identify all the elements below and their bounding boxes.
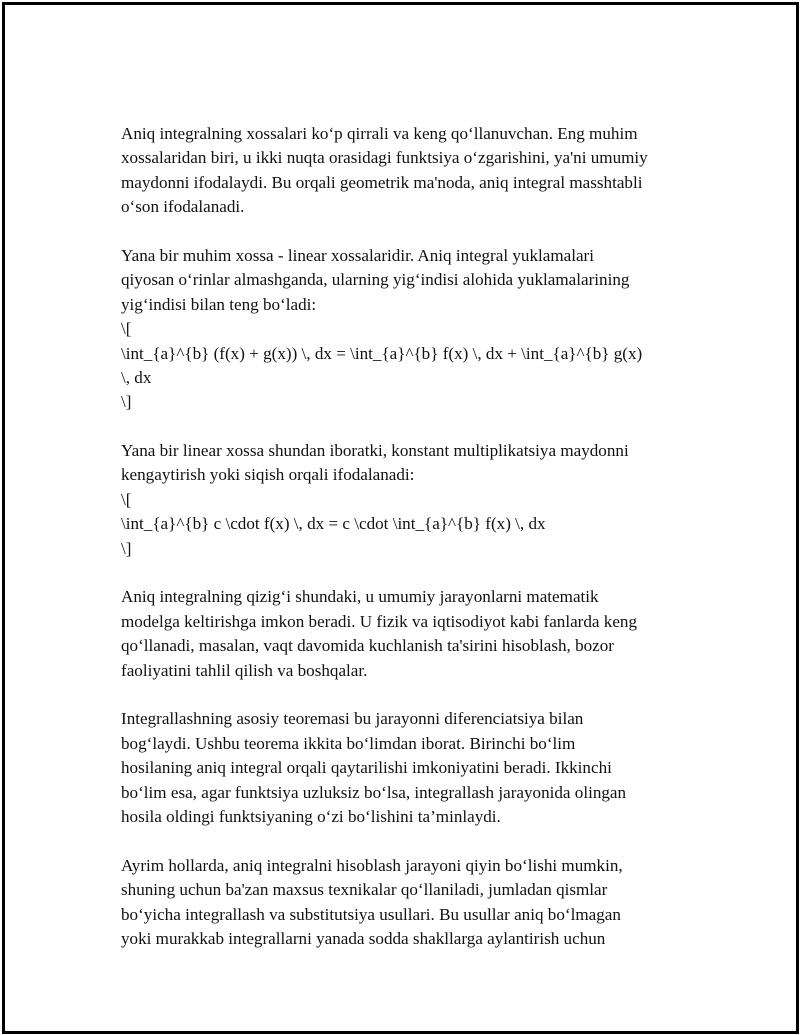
formula-line: \[ xyxy=(121,489,132,509)
formula-line: \[ xyxy=(121,319,132,339)
text-line: yigʻindisi bilan teng boʻladi: xyxy=(121,294,317,314)
text-line: Aniq integralning qizigʻi shundaki, u umumiy jarayonlarni matematik xyxy=(121,587,599,607)
formula-line: \, dx xyxy=(121,367,152,387)
paragraph-gap xyxy=(121,829,711,853)
paragraph-5 xyxy=(121,707,711,829)
paragraph-6 xyxy=(121,854,711,952)
paragraph-gap xyxy=(121,220,711,244)
page-frame xyxy=(2,2,799,1034)
paragraph-3 xyxy=(121,439,711,561)
formula-line: \int_{a}^{b} c \cdot f(x) \, dx = c \cdot \int_{a}^{b} f(x) \, dx xyxy=(121,514,546,534)
text-line: Aniq integralning xossalari koʻp qirrali va keng qoʻllanuvchan. Eng muhim xyxy=(121,124,638,143)
paragraph-gap xyxy=(121,415,711,439)
text-line: qiyosan oʻrinlar almashganda, ularning yigʻindisi alohida yuklamalarining xyxy=(121,270,630,290)
text-line: hosilaning aniq integral orqali qaytarilishi imkoniyatini beradi. Ikkinchi xyxy=(121,758,612,778)
text-line: shuning uchun ba'zan maxsus texnikalar qoʻllaniladi, jumladan qismlar xyxy=(121,880,608,900)
text-line: Ayrim hollarda, aniq integralni hisoblash jarayoni qiyin boʻlishi mumkin, xyxy=(121,855,623,875)
formula-line: \int_{a}^{b} (f(x) + g(x)) \, dx = \int_{a}^{b} f(x) \, dx + \int_{a}^{b} g(x) xyxy=(121,343,643,363)
text-line: Integrallashning asosiy teoremasi bu jarayonni diferenciatsiya bilan xyxy=(121,709,584,729)
text-line: kengaytirish yoki siqish orqali ifodalanadi: xyxy=(121,465,415,485)
paragraph-4 xyxy=(121,585,711,683)
paragraph-1 xyxy=(121,122,711,220)
text-line: qoʻllanadi, masalan, vaqt davomida kuchlanish ta'sirini hisoblash, bozor xyxy=(121,636,614,656)
text-line: faoliyatini tahlil qilish va boshqalar. xyxy=(121,660,368,680)
formula-line: \] xyxy=(121,392,132,412)
text-line: modelga keltirishga imkon beradi. U fizik va iqtisodiyot kabi fanlarda keng xyxy=(121,611,638,631)
document-body xyxy=(121,122,711,951)
text-line: maydonni ifodalaydi. Bu orqali geometrik ma'noda, aniq integral masshtabli xyxy=(121,172,643,192)
text-line: Yana bir linear xossa shundan iboratki, konstant multiplikatsiya maydonni xyxy=(121,441,629,461)
text-line: boʻlim esa, agar funktsiya uzluksiz boʻlsa, integrallash jarayonida olingan xyxy=(121,782,627,802)
formula-line: \] xyxy=(121,538,132,558)
paragraph-2 xyxy=(121,244,711,415)
text-line: bogʻlaydi. Ushbu teorema ikkita boʻlimdan iborat. Birinchi boʻlim xyxy=(121,733,576,753)
text-line: yoki murakkab integrallarni yanada sodda shakllarga aylantirish uchun xyxy=(121,928,606,948)
text-line: oʻson ifodalanadi. xyxy=(121,197,245,217)
text-line: hosila oldingi funktsiyaning oʻzi boʻlishini ta’minlaydi. xyxy=(121,806,501,826)
text-line: xossalaridan biri, u ikki nuqta orasidagi funktsiya oʻzgarishini, ya'ni umumiy xyxy=(121,148,648,168)
text-line: Yana bir muhim xossa - linear xossalaridir. Aniq integral yuklamalari xyxy=(121,245,594,265)
text-line: boʻyicha integrallash va substitutsiya usullari. Bu usullar aniq boʻlmagan xyxy=(121,904,621,924)
paragraph-gap xyxy=(121,561,711,585)
paragraph-gap xyxy=(121,683,711,707)
